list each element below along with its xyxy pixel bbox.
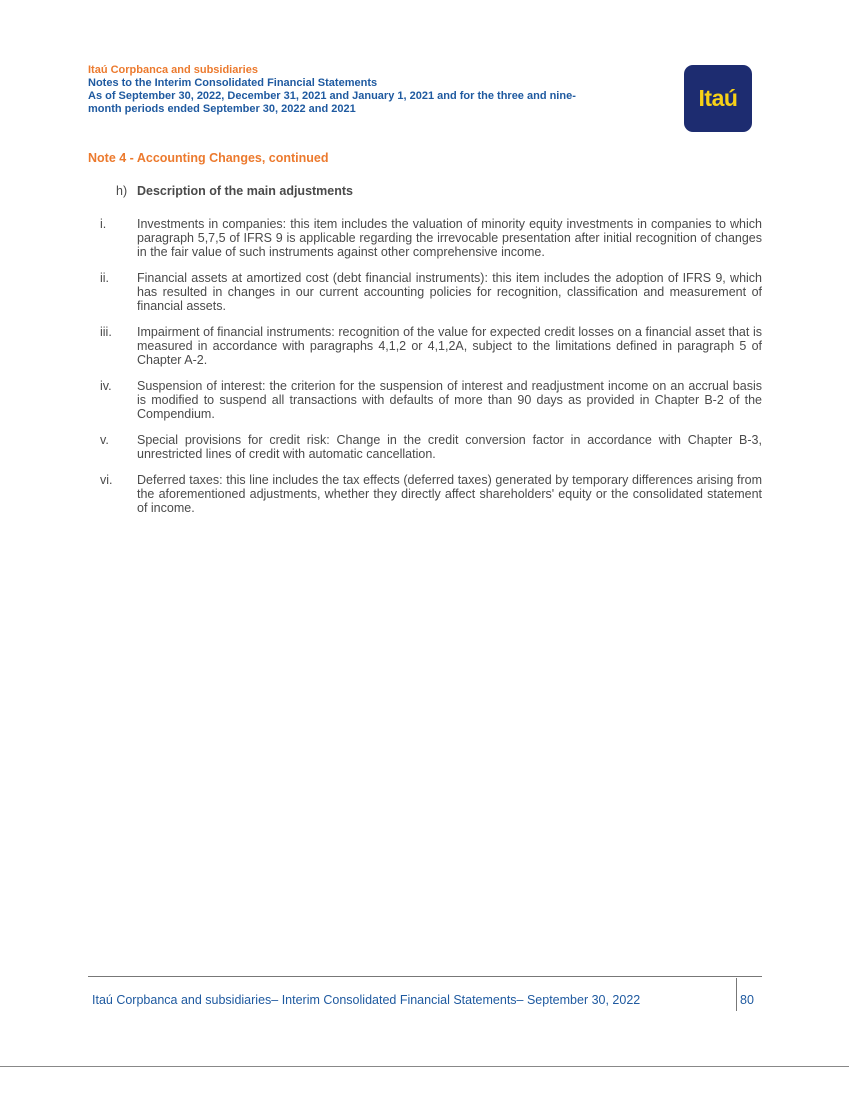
adjustments-list	[100, 217, 762, 527]
list-item	[100, 473, 762, 515]
footer-text: Itaú Corpbanca and subsidiaries– Interim Consolidated Financial Statements– September 30, 2022	[92, 993, 641, 1007]
note-title: Note 4 - Accounting Changes, continued	[88, 151, 329, 165]
section-heading	[116, 184, 353, 198]
header-line-3: month periods ended September 30, 2022 and 2021	[88, 103, 356, 115]
item-text: Investments in companies: this item includes the valuation of minority equity investments in companies to which paragraph 5,7,5 of IFRS 9 is applicable regarding the irrevocable presentation after initial recognition of changes in the fair value of such instruments against other comprehensive income.	[137, 217, 762, 259]
header-line-1: Notes to the Interim Consolidated Financial Statements	[88, 77, 378, 89]
item-number: iii.	[100, 325, 112, 339]
footer-vertical-divider	[736, 978, 737, 1011]
list-item	[100, 325, 762, 367]
itau-logo	[684, 65, 752, 132]
section-letter: h)	[116, 184, 128, 198]
list-item	[100, 271, 762, 313]
document-header	[88, 64, 658, 116]
header-line-2: As of September 30, 2022, December 31, 2021 and January 1, 2021 and for the three and nine-	[88, 90, 576, 102]
page-bottom-divider	[0, 1066, 849, 1067]
item-text: Special provisions for credit risk: Change in the credit conversion factor in accordance with Chapter B-3, unrestricted lines of credit with automatic cancellation.	[137, 433, 762, 461]
item-text: Deferred taxes: this line includes the tax effects (deferred taxes) generated by temporary differences arising from the aforementioned adjustments, whether they directly affect shareholders' equity or the consolidated statement of income.	[137, 473, 762, 515]
section-title: Description of the main adjustments	[137, 184, 354, 198]
logo-text: Itaú	[698, 85, 738, 111]
list-item	[100, 379, 762, 421]
item-text: Financial assets at amortized cost (debt financial instruments): this item includes the adoption of IFRS 9, which has resulted in changes in our current accounting policies for recognition, classification and measurement of financial assets.	[137, 271, 762, 313]
item-number: i.	[100, 217, 107, 231]
item-text: Suspension of interest: the criterion for the suspension of interest and readjustment income on an accrual basis is modified to suspend all transactions with defaults of more than 90 days as provided in Chapter B-2 of the Compendium.	[137, 379, 762, 421]
item-number: ii.	[100, 271, 110, 285]
item-number: v.	[100, 433, 109, 447]
item-number: iv.	[100, 379, 112, 393]
footer-divider	[88, 976, 762, 977]
item-text: Impairment of financial instruments: recognition of the value for expected credit losses on a financial asset that is measured in accordance with paragraphs 4,1,2 or 4,1,2A, subject to the limitations defined in paragraph 5 of Chapter A-2.	[137, 325, 762, 367]
item-number: vi.	[100, 473, 113, 487]
company-name: Itaú Corpbanca and subsidiaries	[88, 64, 258, 76]
list-item	[100, 433, 762, 461]
page-number: 80	[740, 993, 754, 1007]
list-item	[100, 217, 762, 259]
